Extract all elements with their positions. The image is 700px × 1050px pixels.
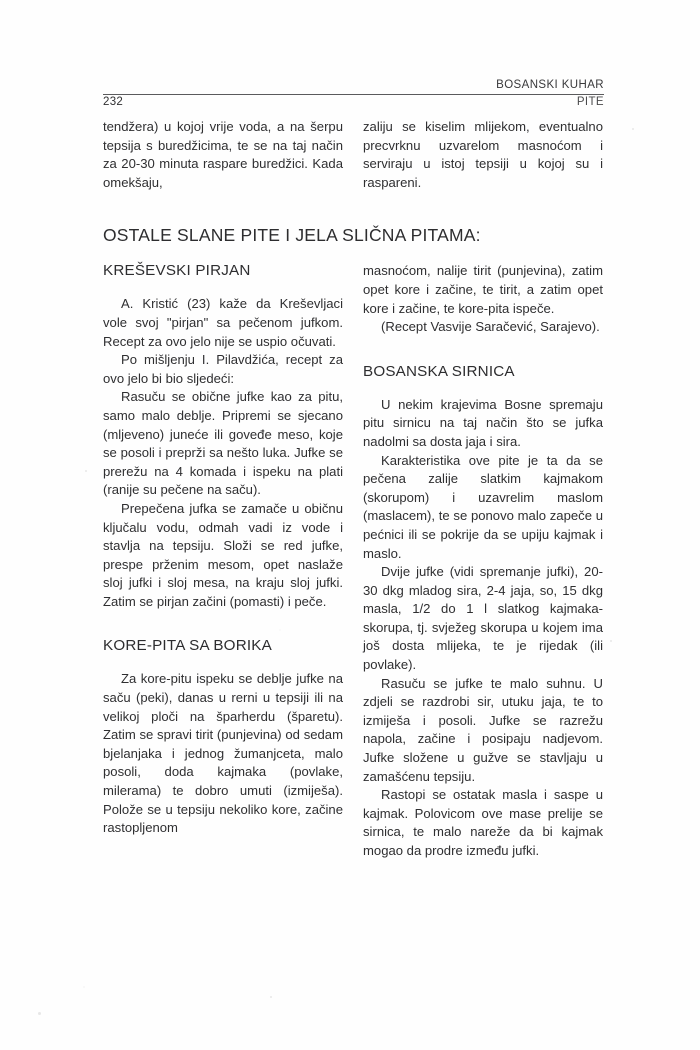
paragraph: Po mišljenju I. Pilavdžića, recept za ovo jelo bi bio sljedeći: <box>103 352 343 386</box>
scan-speckle <box>610 640 612 642</box>
book-title: BOSANSKI KUHAR <box>496 79 604 91</box>
recipe-attribution: (Recept Vasvije Saračević, Sarajevo). <box>381 319 600 335</box>
continued-paragraph-right: zaliju se kiselim mlijekom, eventualno precvrknu uzvarelom masnoćom i serviraju u istoj tepsiji u kojoj su i raspareni. <box>363 119 603 190</box>
paragraph: Prepečena jufka se zamače u običnu ključalu vodu, odmah vadi iz vode i stavlja na tepsiju. Složi se red jufke, prespe prženim mesom, opet naslaže sloj jufki i sloj mesa, na kraju sloj jufki. Zatim se pirjan začini (pomasti) i peče. <box>103 500 343 609</box>
scan-speckle <box>632 128 634 130</box>
paragraph: Rasuču se obične jufke kao za pitu, samo malo deblje. Pripremi se sjecano (mljeveno) juneće ili goveđe meso, koje se posoli i preprži sa nešto luka. Jufke se prerežu na 4 komada i ispeku na plati (ranije su pečene na saču). <box>103 389 343 498</box>
paragraph: U nekim krajevima Bosne spremaju pitu sirnicu na taj način što se jufka nadolmi sa dosta jaja i sira. <box>363 396 603 449</box>
paragraph-continued-kore-pita: masnoćom, nalije tirit (punjevina), zatim opet kore i začine, te tirit, a zatim opet kore i začine, te kore-pita ispeče. <box>363 263 603 316</box>
page-number: 232 <box>103 96 124 108</box>
major-section-heading: OSTALE SLANE PITE I JELA SLIČNA PITAMA: <box>103 225 481 245</box>
section-heading-bosanska-sirnica: BOSANSKA SIRNICA <box>363 362 515 380</box>
scan-speckle <box>85 470 87 472</box>
paragraph: Rastopi se ostatak masla i saspe u kajmak. Polovicom ove mase prelije se sirnica, te malo nareže da bi kajmak mogao da prodre između jufki. <box>363 787 603 858</box>
section-name: PITE <box>576 96 604 108</box>
left-column <box>103 118 343 861</box>
paragraph: Za kore-pitu ispeku se deblje jufke na saču (peki), danas u rerni u tepsiji ili na velikoj ploči na šparherdu (šparetu). Zatim se spravi tirit (punjevina) od sedam bjelanjaka i jednog žumanjceta, malo posoli, doda kajmaka (povlake, milerama) te dobro umuti (izmiješa). Polože se u tepsiju nekoliko kore, začine rastopljenom <box>103 671 343 836</box>
scan-speckle <box>38 1012 41 1015</box>
running-head <box>103 78 604 108</box>
section-heading-kresevski-pirjan: KREŠEVSKI PIRJAN <box>103 262 251 280</box>
header-rule <box>103 94 604 95</box>
paragraph: Karakteristika ove pite je ta da se pečena zalije slatkim kajmakom (skorupom) i uzavrelim maslom (maslacem), te se ponovo malo zapeče u pećnici ili se pokrije da se upiju kajmak i maslo. <box>363 452 603 561</box>
body-columns <box>103 118 604 861</box>
section-heading-kore-pita-sa-borika: KORE-PITA SA BORIKA <box>103 637 272 655</box>
right-column <box>363 118 603 861</box>
continued-paragraph-left: tendžera) u kojoj vrije voda, a na šerpu tepsija s buredžicima, te se na taj način za 20-30 minuta raspare buredžici. Kada omekšaju, <box>103 119 343 190</box>
scan-speckle <box>270 996 272 998</box>
paragraph: A. Kristić (23) kaže da Kreševljaci vole svoj "pirjan" sa pečenom jufkom. Recept za ovo jelo nije se uspio očuvati. <box>103 296 343 349</box>
paragraph: Rasuču se jufke te malo suhnu. U zdjeli se razdrobi sir, utuku jaja, te to izmiješa i posoli. Jufke se razrežu napola, začine i posipaju nadjevom. Jufke složene u gužve se stavljaju u zamašćenu tepsiju. <box>363 675 603 784</box>
paragraph: Dvije jufke (vidi spremanje jufki), 20-30 dkg mladog sira, 2-4 jaja, so, 15 dkg masla, 1/2 do 1 l slatkog kajmaka-skorupa, tj. svježeg skorupa u kojem ima još dosta mlijeka, te je rijedak (ili povlake). <box>363 564 603 673</box>
